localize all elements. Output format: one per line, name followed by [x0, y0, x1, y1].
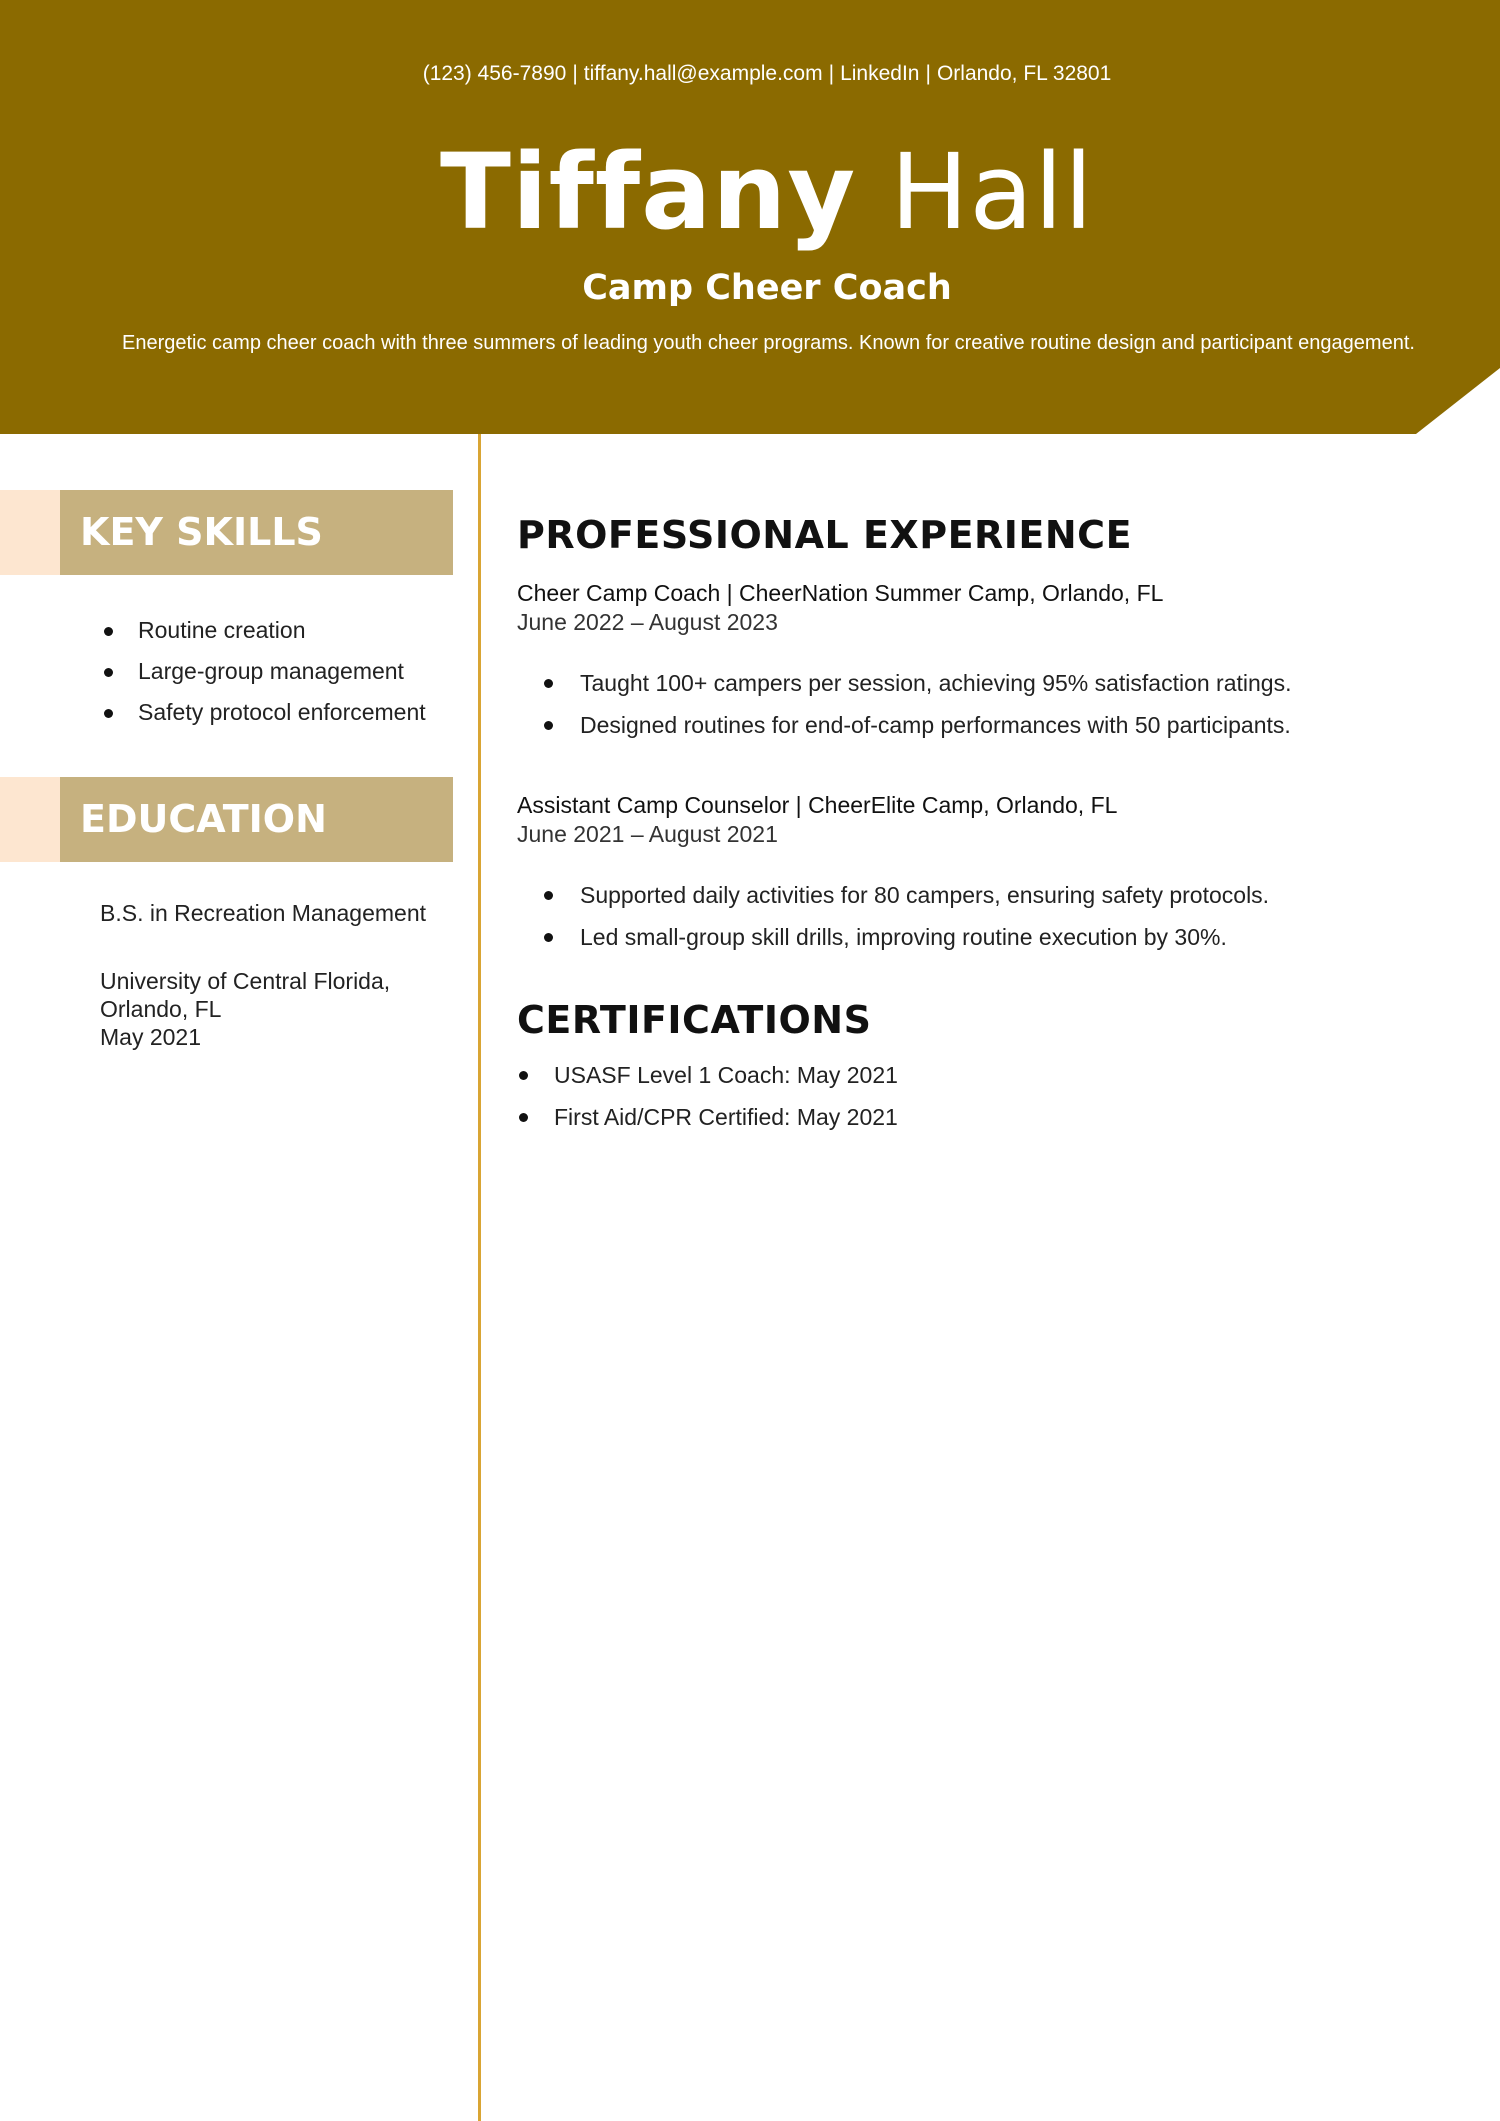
job-bullet: [517, 874, 1269, 916]
job-role: Assistant Camp Counselor: [517, 792, 790, 818]
job-bullet-text: Designed routines for end-of-camp performances with 50 participants.: [580, 712, 1291, 738]
skills-section-header: [0, 490, 453, 575]
skill-label: Safety protocol enforcement: [138, 699, 426, 725]
education-section-header: [0, 777, 453, 862]
skills-heading: KEY SKILLS: [80, 510, 323, 554]
section-tab-accent: [0, 777, 60, 862]
job-bullet: [517, 662, 1291, 704]
first-name: Tiffany: [440, 131, 857, 253]
job-bullet-text: Led small-group skill drills, improving routine execution by 30%.: [580, 924, 1227, 950]
job-header: Assistant Camp Counselor | CheerElite Camp, Orlando, FL: [517, 792, 1118, 818]
skill-label: Routine creation: [138, 617, 306, 643]
job-title: Camp Cheer Coach: [582, 268, 952, 308]
contact-separator: |: [828, 62, 835, 85]
education-date: May 2021: [100, 1024, 202, 1050]
bullet-icon: [104, 709, 113, 718]
bullet-icon: [544, 933, 553, 942]
job-bullet: [517, 704, 1291, 746]
bullet-icon: [544, 721, 553, 730]
section-tab-accent: [0, 490, 60, 575]
professional-summary: Energetic camp cheer coach with three summers of leading youth cheer programs. Known for creative routine design and participant engagement.: [122, 332, 1415, 354]
education-heading: EDUCATION: [80, 797, 327, 841]
bullet-icon: [544, 891, 553, 900]
skill-item: [100, 651, 426, 692]
candidate-name: [0, 128, 1500, 256]
job-employer: CheerElite Camp, Orlando, FL: [808, 792, 1118, 818]
bullet-icon: [104, 668, 113, 677]
bullet-icon: [519, 1113, 528, 1122]
certification-item: [517, 1054, 898, 1096]
education-degree: B.S. in Recreation Management: [100, 900, 427, 926]
location: Orlando, FL 32801: [936, 62, 1112, 85]
certifications-heading: CERTIFICATIONS: [517, 998, 872, 1042]
linkedin-link[interactable]: LinkedIn: [840, 62, 920, 85]
skills-list: [100, 610, 426, 733]
phone-number: (123) 456-7890: [422, 62, 567, 85]
certification-text: First Aid/CPR Certified: May 2021: [554, 1104, 898, 1130]
job-employer: CheerNation Summer Camp, Orlando, FL: [739, 580, 1164, 606]
bullet-icon: [544, 679, 553, 688]
certification-item: [517, 1096, 898, 1138]
skill-label: Large-group management: [138, 658, 404, 684]
education-details: [100, 967, 390, 1051]
job-header: Cheer Camp Coach | CheerNation Summer Camp, Orlando, FL: [517, 580, 1164, 606]
education-location: Orlando, FL: [100, 996, 222, 1022]
job-bullet: [517, 916, 1269, 958]
contact-line: [0, 62, 1500, 86]
job-dates: June 2022 – August 2023: [517, 609, 778, 635]
job-bullet-text: Supported daily activities for 80 campers, ensuring safety protocols.: [580, 882, 1270, 908]
skill-item: [100, 692, 426, 733]
last-name: Hall: [890, 131, 1094, 253]
certification-text: USASF Level 1 Coach: May 2021: [554, 1062, 898, 1088]
column-divider: [478, 434, 481, 2121]
bullet-icon: [104, 627, 113, 636]
contact-separator: |: [572, 62, 578, 85]
job-bullets: [517, 874, 1269, 958]
certifications-list: [517, 1054, 898, 1138]
skill-item: [100, 610, 426, 651]
job-bullets: [517, 662, 1291, 746]
education-school: University of Central Florida,: [100, 968, 391, 994]
job-dates: June 2021 – August 2021: [517, 821, 778, 847]
experience-heading: PROFESSIONAL EXPERIENCE: [517, 513, 1133, 557]
contact-separator: |: [925, 62, 931, 85]
job-role: Cheer Camp Coach: [517, 580, 721, 606]
bullet-icon: [519, 1071, 528, 1080]
email-link[interactable]: tiffany.hall@example.com: [583, 62, 823, 85]
job-bullet-text: Taught 100+ campers per session, achieving 95% satisfaction ratings.: [580, 670, 1292, 696]
